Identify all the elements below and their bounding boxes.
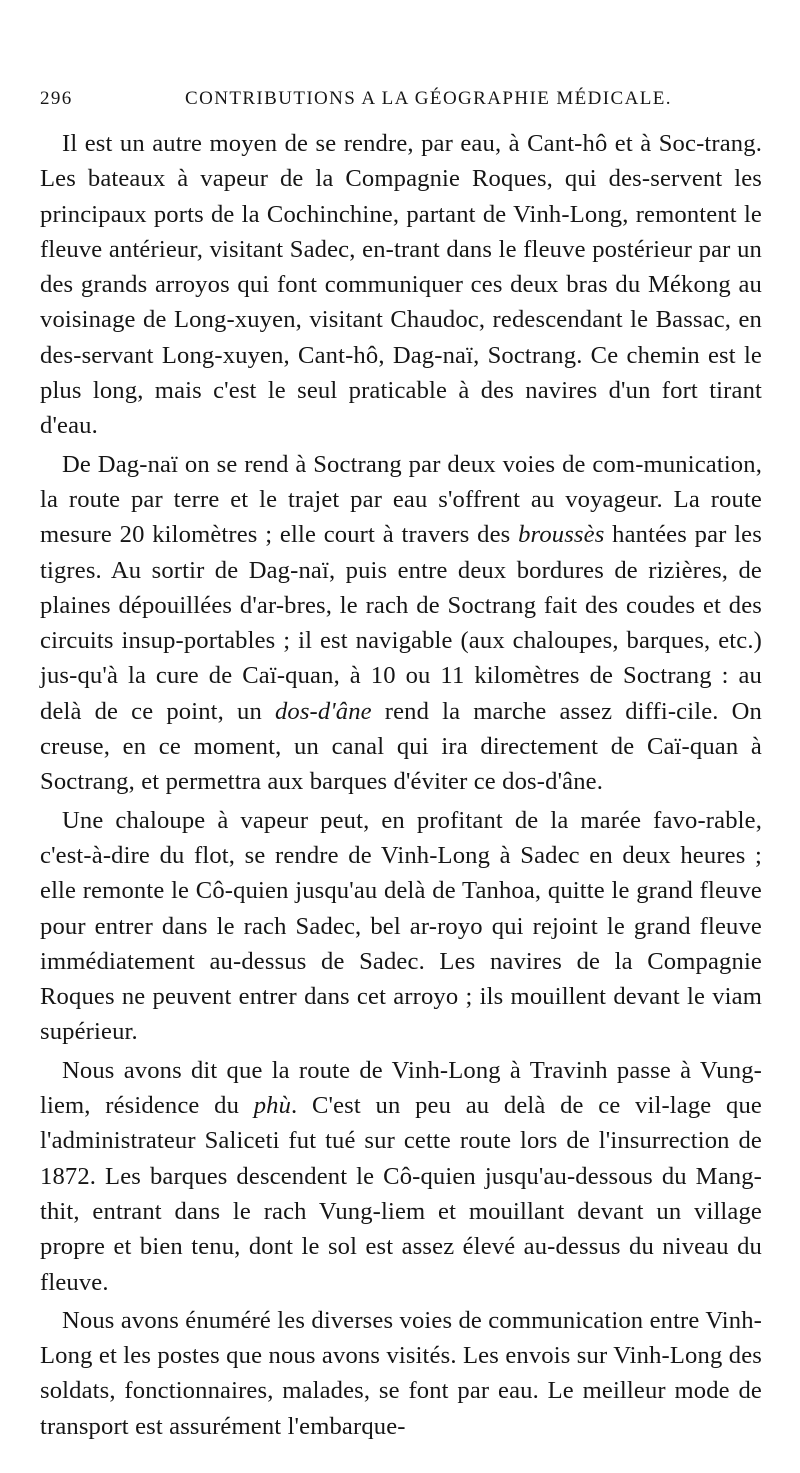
page-header [40,88,762,112]
body-text [40,126,762,1444]
paragraph-2-part-3: rend la marche assez diffi-cile. On creuse, en ce moment, un canal qui ira directement de Caï-quan à Soctrang, et permettra aux barques d'éviter ce dos-d'âne. [40,697,762,796]
paragraph-2-part-1: De Dag-naï on se rend à Soctrang par deux voies de com-munication, la route par terre et le trajet par eau s'offrent au voyageur. La route mesure 20 kilomètres ; elle court à travers des [40,450,762,549]
italic-term-dos-d-ane: dos-d'âne [274,697,372,725]
paragraph-4 [40,1053,762,1300]
paragraph-1: Il est un autre moyen de se rendre, par eau, à Cant-hô et à Soc-trang. Les bateaux à vapeur de la Compagnie Roques, qui des-servent les principaux ports de la Cochinchine, partant de Vinh-Long, remontent le fleuve antérieur, visitant Sadec, en-trant dans le fleuve postérieur par un des grands arroyos qui font communiquer ces deux bras du Mékong au voisinage de Long-xuyen, visitant Chaudoc, redescendant le Bassac, en des-servant Long-xuyen, Cant-hô, Dag-naï, Soctrang. Ce chemin est le plus long, mais c'est le seul praticable à des navires d'un fort tirant d'eau. [40,130,762,440]
paragraph-3: Une chaloupe à vapeur peut, en profitant de la marée favo-rable, c'est-à-dire du flot, se rendre de Vinh-Long à Sadec en deux heures ; elle remonte le Cô-quien jusqu'au delà de Tanhoa, quitte le grand fleuve pour entrer dans le rach Sadec, bel ar-royo qui rejoint le grand fleuve immédiatement au-dessus de Sadec. Les navires de la Compagnie Roques ne peuvent entrer dans cet arroyo ; ils mouillent devant le viam supérieur. [40,806,762,1046]
italic-term-brousses: broussès [518,521,605,549]
paragraph-2-part-2: hantées par les tigres. Au sortir de Dag-naï, puis entre deux bordures de rizières, de plaines dépouillées d'ar-bres, le rach de Soctrang fait des coudes et des circuits insup-portables ; il est navigable (aux chaloupes, barques, etc.) jus-qu'à la cure de Caï-quan, à 10 ou 11 kilomètres de Soctrang : au delà de ce point, un [40,521,762,725]
paragraph-4-part-1: Nous avons dit que la route de Vinh-Long à Travinh passe à Vung-liem, résidence du [40,1056,762,1120]
paragraph-2 [40,447,762,800]
page-number: 296 [40,88,73,109]
paragraph-4-part-2: . C'est un peu au delà de ce vil-lage que l'administrateur Saliceti fut tué sur cette route lors de l'insurrection de 1872. Les barques descendent le Cô-quien jusqu'au-dessous du Mang-thit, entrant dans le rach Vung-liem et mouillant devant un village propre et bien tenu, dont le sol est assez élevé au-dessus du niveau du fleuve. [40,1092,762,1296]
paragraph-5: Nous avons énuméré les diverses voies de communication entre Vinh-Long et les postes que nous avons visités. Les envois sur Vinh-Long des soldats, fonctionnaires, malades, se font par eau. Le meilleur mode de transport est assurément l'embarque- [40,1306,762,1440]
running-head: CONTRIBUTIONS A LA GÉOGRAPHIE MÉDICALE. [185,88,672,109]
italic-term-phu: phù [253,1092,292,1120]
